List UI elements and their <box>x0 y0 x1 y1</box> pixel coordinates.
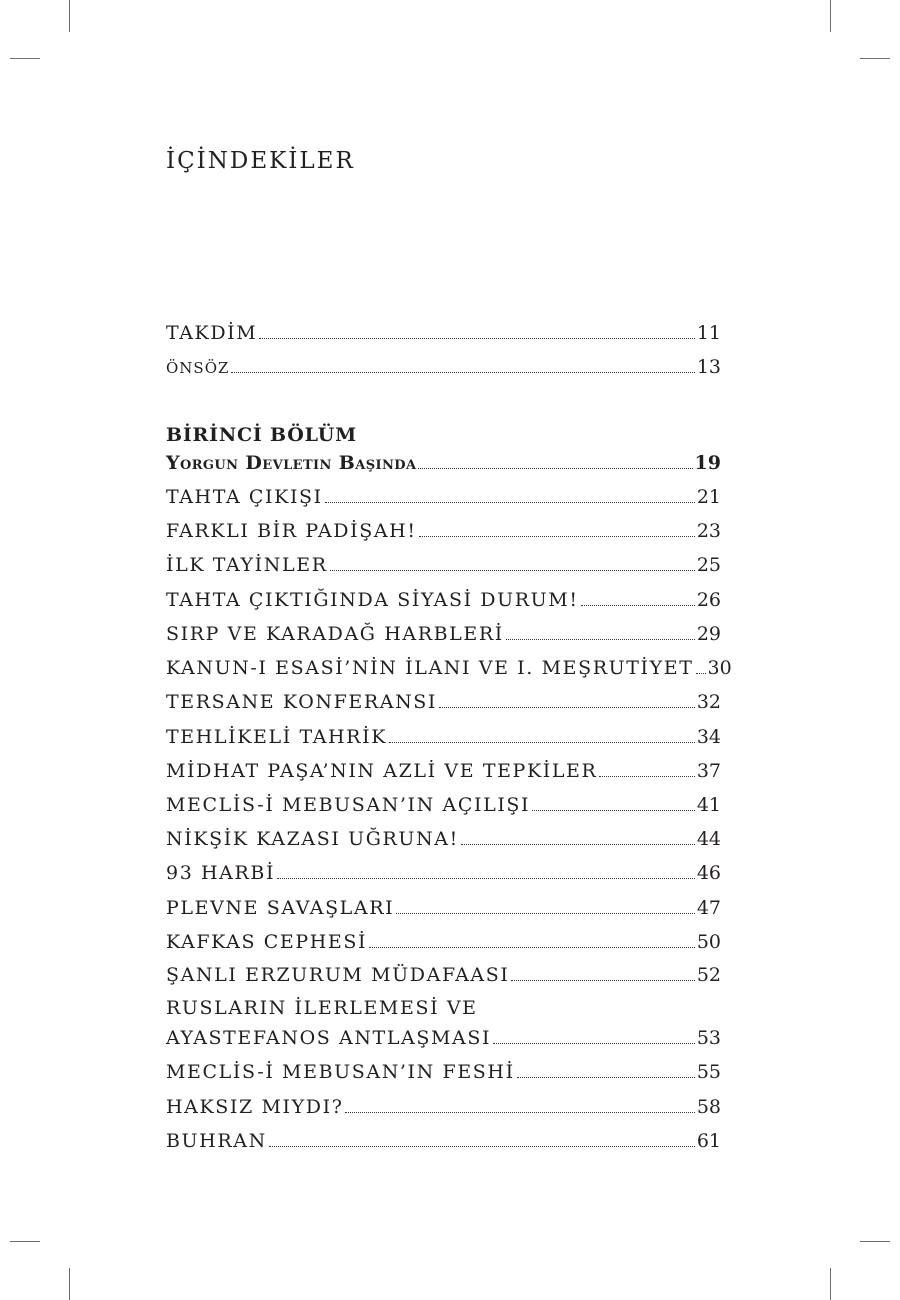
toc-entry-page: 19 <box>694 452 721 474</box>
dot-leader <box>599 776 694 777</box>
dot-leader <box>269 1146 695 1147</box>
dot-leader <box>325 502 695 503</box>
toc-entry-page: 30 <box>707 657 732 679</box>
toc-entry-label: KAFKAS CEPHESİ <box>166 931 368 953</box>
crop-mark-right-bottom <box>860 1241 890 1242</box>
toc-entry[interactable] <box>166 962 721 988</box>
toc-entry-label: PLEVNE SAVAŞLARI <box>166 897 395 919</box>
dot-leader <box>389 742 695 743</box>
toc-entry-label: TAKDİM <box>166 322 258 344</box>
toc-entry[interactable] <box>166 860 721 886</box>
crop-mark-left-bottom <box>10 1241 40 1242</box>
toc-entry-page: 61 <box>696 1130 721 1152</box>
toc-entry-label: İLK TAYİNLER <box>166 554 328 576</box>
toc-entry-page: 29 <box>696 623 721 645</box>
toc-entry-label: TAHTA ÇIKTIĞINDA SİYASİ DURUM! <box>166 589 579 611</box>
toc-entry[interactable] <box>166 1128 721 1154</box>
crop-mark-top-right <box>830 0 831 32</box>
toc-entry-page: 11 <box>696 322 721 344</box>
toc-entry-label: MİDHAT PAŞA’NIN AZLİ VE TEPKİLER <box>166 760 598 782</box>
toc-entry-label: TEHLİKELİ TAHRİK <box>166 726 387 748</box>
dot-leader <box>493 1043 695 1044</box>
dot-leader <box>259 338 694 339</box>
crop-mark-right-top <box>860 58 890 59</box>
dot-leader <box>277 878 695 879</box>
toc-entry[interactable] <box>166 689 721 715</box>
dot-leader <box>418 468 692 469</box>
toc-entry[interactable] <box>166 929 721 955</box>
toc-entry-label: MECLİS-İ MEBUSAN’IN AÇILIŞI <box>166 794 531 816</box>
dot-leader <box>231 372 694 373</box>
toc-entry-label: FARKLI BİR PADİŞAH! <box>166 520 417 542</box>
dot-leader <box>396 913 695 914</box>
toc-entry-onsoz[interactable] <box>166 354 721 381</box>
toc-entry-label: TAHTA ÇIKIŞI <box>166 486 323 508</box>
toc-entry-page: 13 <box>696 356 721 378</box>
toc-entry[interactable] <box>166 518 721 544</box>
dot-leader <box>439 707 695 708</box>
toc-entry-page: 23 <box>696 520 721 542</box>
toc-entry[interactable] <box>166 1059 721 1085</box>
dot-leader <box>369 947 695 948</box>
toc-entry-label: 93 HARBİ <box>166 862 276 884</box>
toc-entry-page: 37 <box>696 760 721 782</box>
toc-entry-label: BUHRAN <box>166 1130 267 1152</box>
toc-entry-page: 34 <box>696 726 721 748</box>
toc-entry[interactable] <box>166 758 721 784</box>
dot-leader <box>517 1077 695 1078</box>
toc-entry-page: 41 <box>696 794 721 816</box>
toc-entry[interactable] <box>166 552 721 578</box>
toc-entry-page: 26 <box>696 589 721 611</box>
toc-entry-takdim[interactable] <box>166 320 721 346</box>
toc-entry-page: 32 <box>696 691 721 713</box>
section-title: BİRİNCİ BÖLÜM <box>166 424 357 446</box>
page-title: İÇİNDEKİLER <box>166 148 355 174</box>
toc-entry-label: SIRP VE KARADAĞ HARBLERİ <box>166 623 504 645</box>
dot-leader <box>511 980 694 981</box>
toc-entry-page: 21 <box>696 486 721 508</box>
toc-entry-page: 58 <box>696 1096 721 1118</box>
dot-leader <box>345 1112 694 1113</box>
toc-entry-page: 44 <box>696 828 721 850</box>
toc-entry-page: 52 <box>696 964 721 986</box>
toc-entry-page: 53 <box>696 1027 721 1049</box>
toc-entry-page: 55 <box>696 1061 721 1083</box>
toc-entry-page: 46 <box>696 862 721 884</box>
dot-leader <box>461 844 695 845</box>
toc-entry-page: 47 <box>696 897 721 919</box>
dot-leader <box>696 673 706 674</box>
dot-leader <box>506 639 695 640</box>
section-subtitle: Yorgun Devletin Başında <box>166 452 417 474</box>
toc-entry-label: AYASTEFANOS ANTLAŞMASI <box>166 1027 492 1049</box>
crop-mark-bottom-left <box>69 1268 70 1300</box>
toc-entry[interactable] <box>166 484 721 510</box>
dot-leader <box>581 605 695 606</box>
toc-entry[interactable] <box>166 621 721 647</box>
toc-entry-multiline-first-line[interactable]: RUSLARIN İLERLEMESİ VE <box>166 997 478 1019</box>
toc-entry[interactable] <box>166 792 721 818</box>
dot-leader <box>419 536 695 537</box>
toc-entry-label: MECLİS-İ MEBUSAN’IN FESHİ <box>166 1061 515 1083</box>
toc-entry-label: KANUN-I ESASİ’NİN İLANI VE I. MEŞRUTİYET <box>166 657 694 679</box>
section-subtitle-entry[interactable] <box>166 450 721 476</box>
toc-entry-label: HAKSIZ MIYDI? <box>166 1096 344 1118</box>
toc-entry[interactable] <box>166 724 721 750</box>
toc-entry-label: ÖNSÖZ <box>166 359 230 377</box>
toc-entry[interactable] <box>166 655 732 681</box>
crop-mark-left-top <box>10 58 40 59</box>
toc-entry-multiline[interactable] <box>166 1025 721 1051</box>
dot-leader <box>330 570 695 571</box>
dot-leader <box>532 810 695 811</box>
toc-entry[interactable] <box>166 1094 721 1120</box>
toc-entry[interactable] <box>166 895 721 921</box>
toc-entry-page: 50 <box>696 931 721 953</box>
crop-mark-bottom-right <box>830 1268 831 1300</box>
toc-entry-label: NİKŞİK KAZASI UĞRUNA! <box>166 828 459 850</box>
toc-entry-label: TERSANE KONFERANSI <box>166 691 438 713</box>
toc-entry[interactable] <box>166 587 721 613</box>
toc-entry-page: 25 <box>696 554 721 576</box>
toc-entry[interactable] <box>166 826 721 852</box>
toc-entry-label: ŞANLI ERZURUM MÜDAFAASI <box>166 964 510 986</box>
crop-mark-top-left <box>69 0 70 32</box>
